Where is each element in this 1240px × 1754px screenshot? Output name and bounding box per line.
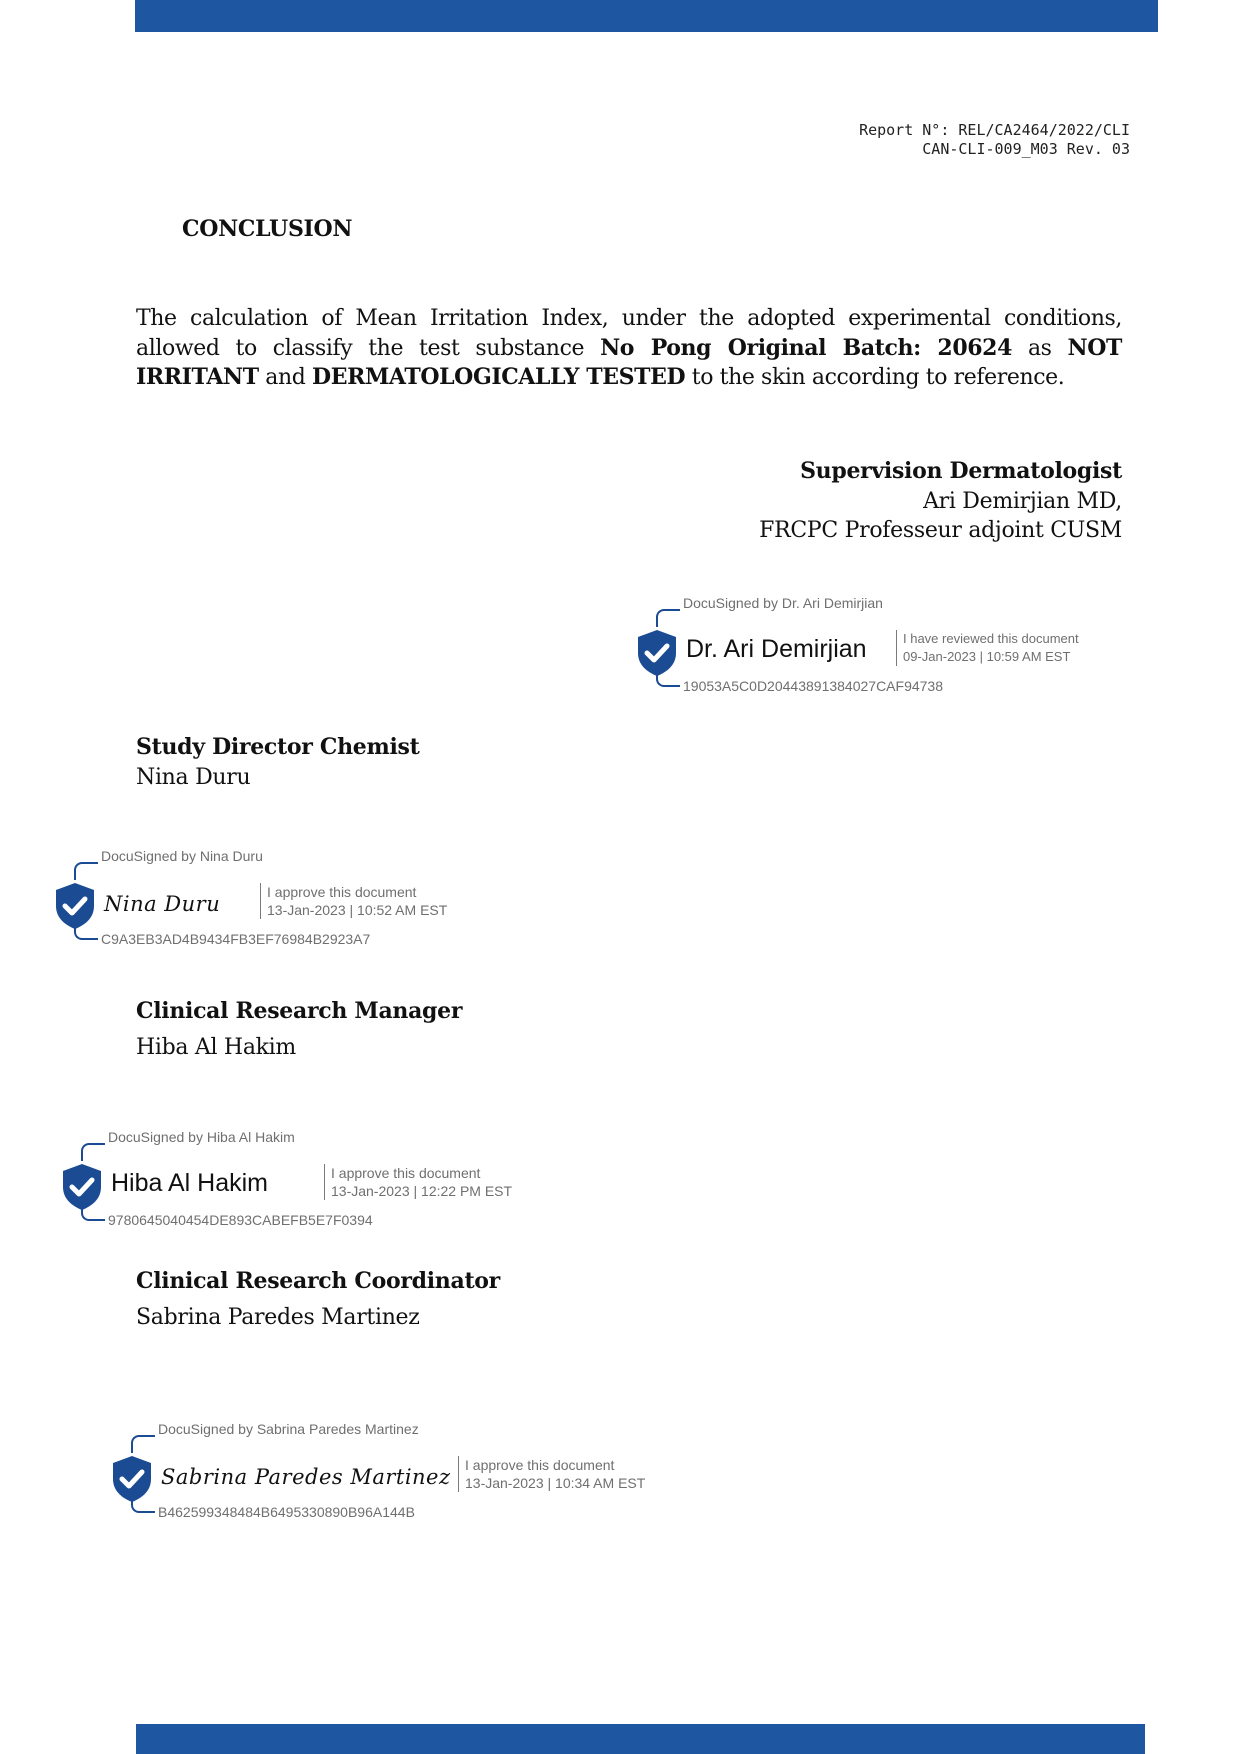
stamp-approval <box>260 883 447 919</box>
signature-name: Dr. Ari Demirjian <box>686 635 867 663</box>
stamp-signed-by: DocuSigned by Sabrina Paredes Martinez <box>158 1421 419 1437</box>
stamp-signed-by: DocuSigned by Hiba Al Hakim <box>108 1129 295 1145</box>
conclusion-paragraph <box>136 304 1122 393</box>
signature-name: Hiba Al Hakim <box>111 1169 268 1197</box>
stamp-signed-by: DocuSigned by Dr. Ari Demirjian <box>683 595 883 611</box>
report-reference <box>859 121 1130 159</box>
approval-statement: I approve this document <box>465 1457 615 1473</box>
footer-band <box>136 1724 1145 1754</box>
signatory-name: Sabrina Paredes Martinez <box>136 1304 420 1330</box>
signatory-dermatologist <box>759 457 1122 546</box>
approval-timestamp: 13-Jan-2023 | 10:34 AM EST <box>465 1475 646 1491</box>
signatory-role: Study Director Chemist <box>136 734 420 760</box>
conclusion-text-part: and <box>258 365 313 390</box>
shield-check-icon <box>111 1455 153 1503</box>
conclusion-text-part: as <box>1011 335 1068 361</box>
stamp-approval <box>896 630 1079 666</box>
stamp-bracket <box>74 924 98 940</box>
signature-name: Sabrina Paredes Martinez <box>161 1465 451 1489</box>
approval-statement: I approve this document <box>331 1165 481 1181</box>
classification-result: NOT IRRITANT <box>136 334 1122 390</box>
signatory-role: Clinical Research Manager <box>136 998 463 1024</box>
stamp-bracket <box>131 1497 155 1513</box>
stamp-approval <box>324 1164 512 1200</box>
envelope-id: B462599348484B6495330890B96A144B <box>158 1504 415 1520</box>
approval-statement: I approve this document <box>267 884 417 900</box>
stamp-approval <box>458 1456 645 1492</box>
tested-label: DERMATOLOGICALLY TESTED <box>312 364 686 390</box>
signatory-name: Ari Demirjian MD, <box>923 488 1122 514</box>
signatory-study-director <box>136 733 419 792</box>
envelope-id: C9A3EB3AD4B9434FB3EF76984B2923A7 <box>101 931 371 947</box>
stamp-bracket <box>656 671 680 687</box>
report-number: Report N°: REL/CA2464/2022/CLI <box>859 121 1130 139</box>
signatory-credentials: FRCPC Professeur adjoint CUSM <box>759 518 1122 543</box>
stamp-bracket <box>656 609 680 627</box>
approval-timestamp: 13-Jan-2023 | 10:52 AM EST <box>267 902 448 918</box>
stamp-bracket <box>81 1143 105 1161</box>
approval-timestamp: 13-Jan-2023 | 12:22 PM EST <box>331 1183 513 1199</box>
conclusion-text-part: The calculation of Mean Irritation Index, under the adopted experimental conditions, allowed to classify the test substance <box>136 306 1122 361</box>
stamp-bracket <box>81 1205 105 1221</box>
signatory-role: Supervision Dermatologist <box>800 458 1122 484</box>
stamp-bracket <box>131 1435 155 1453</box>
signatory-name: Nina Duru <box>136 764 251 790</box>
signatory-research-manager <box>136 997 462 1062</box>
form-code: CAN-CLI-009_M03 Rev. 03 <box>922 140 1130 158</box>
conclusion-heading: CONCLUSION <box>182 216 353 242</box>
stamp-signed-by: DocuSigned by Nina Duru <box>101 848 263 864</box>
envelope-id: 19053A5C0D20443891384027CAF94738 <box>683 678 943 694</box>
approval-statement: I have reviewed this document <box>903 631 1079 646</box>
signatory-research-coordinator <box>136 1267 500 1332</box>
shield-check-icon <box>61 1163 103 1211</box>
shield-check-icon <box>636 629 678 677</box>
signature-name: Nina Duru <box>104 892 221 916</box>
conclusion-text-part: to the skin according to reference. <box>685 365 1065 390</box>
approval-timestamp: 09-Jan-2023 | 10:59 AM EST <box>903 649 1071 664</box>
test-substance: No Pong Original Batch: 20624 <box>600 334 1012 361</box>
stamp-bracket <box>74 862 98 880</box>
signatory-role: Clinical Research Coordinator <box>136 1268 500 1294</box>
header-band <box>135 0 1158 32</box>
envelope-id: 9780645040454DE893CABEFB5E7F0394 <box>108 1212 373 1228</box>
signatory-name: Hiba Al Hakim <box>136 1034 296 1060</box>
shield-check-icon <box>54 882 96 930</box>
